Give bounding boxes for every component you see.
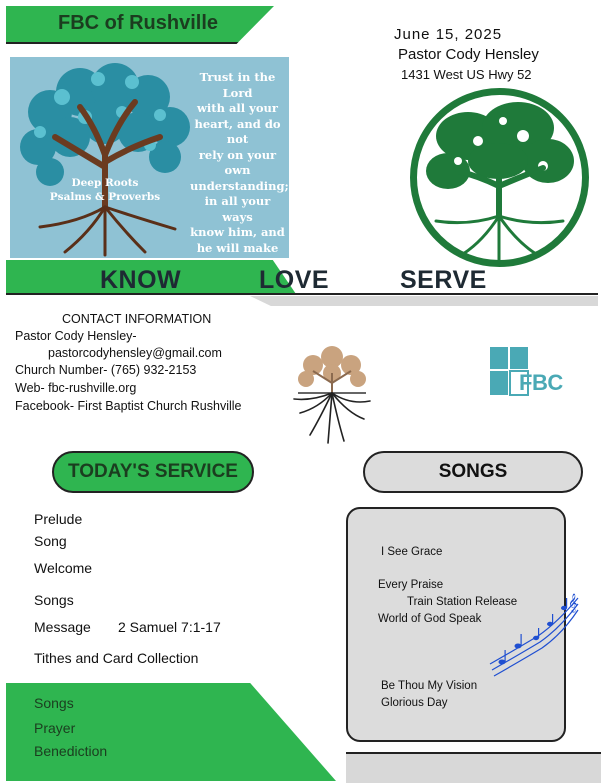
contact-heading: CONTACT INFORMATION	[62, 312, 212, 326]
bottom-gray-band	[346, 752, 601, 783]
service-item: Song	[34, 533, 67, 549]
bulletin-date: June 15, 2025	[394, 26, 503, 43]
motto-know: KNOW	[100, 266, 182, 294]
service-item: Welcome	[34, 560, 93, 576]
svg-text:𝄞: 𝄞	[568, 593, 578, 612]
contact-phone: Church Number- (765) 932-2153	[15, 363, 197, 377]
verse-line: know him, and	[190, 225, 285, 239]
message-scripture: 2 Samuel 7:1-17	[118, 619, 221, 635]
verse-line: with all your	[197, 101, 278, 115]
song-item: Be Thou My Vision	[381, 680, 478, 692]
closing-item: Benediction	[34, 743, 108, 759]
closing-item: Songs	[34, 695, 74, 711]
service-item: Message	[34, 619, 91, 635]
service-item: Prelude	[34, 511, 83, 527]
pastor-name: Pastor Cody Hensley	[398, 46, 539, 63]
song-item: Every Praise	[378, 579, 444, 591]
song-item: I See Grace	[381, 546, 443, 558]
church-name: FBC of Rushville	[58, 12, 219, 34]
contact-pastor: Pastor Cody Hensley-	[15, 329, 137, 343]
verse-line: in all your ways	[204, 194, 271, 224]
tree-of-life-icon	[408, 86, 591, 269]
todays-service-heading: TODAY'S SERVICE	[52, 451, 254, 493]
motto-love: LOVE	[259, 266, 330, 294]
rooted-tree-icon	[288, 343, 376, 446]
verse-line: rely on your own	[198, 147, 277, 177]
song-item: Train Station Release	[407, 596, 518, 608]
caption-line: Psalms & Proverbs	[49, 191, 161, 203]
fbc-logo-text: FBC	[519, 370, 563, 395]
service-item: Tithes and Card Collection	[34, 650, 199, 666]
contact-facebook: Facebook- First Baptist Church Rushville	[15, 399, 242, 413]
verse-line: understanding;	[190, 178, 289, 193]
verse-line: he will make	[196, 240, 279, 255]
songs-heading: SONGS	[363, 451, 583, 493]
song-item: World of God Speak	[378, 613, 482, 625]
church-address: 1431 West US Hwy 52	[401, 67, 532, 82]
caption-line: Deep Roots	[71, 177, 139, 189]
contact-web[interactable]: Web- fbc-rushville.org	[15, 381, 137, 395]
motto-serve: SERVE	[400, 266, 487, 294]
closing-item: Prayer	[34, 720, 76, 736]
motto-underlay	[250, 296, 598, 306]
song-item: Glorious Day	[381, 697, 448, 709]
music-notes-icon	[488, 586, 580, 682]
deep-roots-caption	[30, 176, 180, 204]
contact-email[interactable]: pastorcodyhensley@gmail.com	[48, 346, 222, 360]
verse-line: heart, and do not	[194, 116, 281, 146]
verse-line: Trust in the Lord	[199, 70, 276, 100]
service-item: Songs	[34, 592, 74, 608]
